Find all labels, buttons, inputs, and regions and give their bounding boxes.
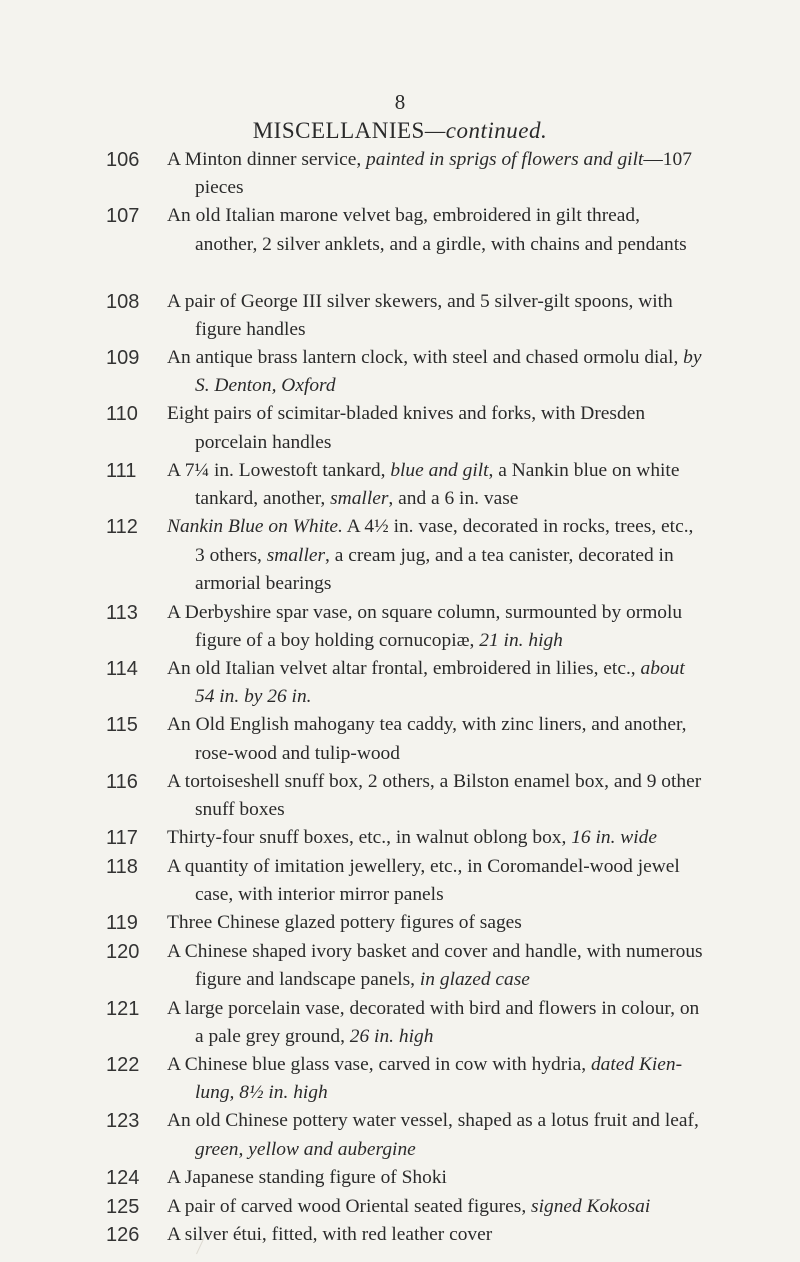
- lot-description-text: A Minton dinner service,: [167, 149, 367, 170]
- lot-number: 126: [106, 1224, 140, 1247]
- lot-number: 116: [106, 770, 138, 793]
- lot-description-text: —107 pieces: [195, 149, 692, 199]
- lot-description-text: A Japanese standing figure of Shoki: [167, 1166, 447, 1188]
- lot-description: [167, 995, 705, 1051]
- lot-description-text: An antique brass lantern clock, with steel and chased ormolu dial,: [167, 347, 684, 369]
- lot-description-text: An old Italian velvet altar frontal, embroidered in lilies, etc.,: [167, 657, 641, 679]
- lot-description-italic: by S. Denton, Oxford: [195, 347, 702, 397]
- lot-description: [167, 599, 705, 655]
- lot-description-text: A tortoiseshell snuff box, 2 others, a Bilston enamel box, and 9 other snuff boxes: [167, 770, 702, 821]
- lot-description-italic: 16 in. wide: [571, 827, 657, 849]
- lot-description: [167, 909, 705, 937]
- lot-description-text: A silver étui, fitted, with red leather cover: [167, 1224, 493, 1246]
- header-continued: —continued.: [424, 118, 548, 143]
- lot-description-italic: in glazed case: [419, 969, 530, 991]
- lot-number: 122: [106, 1054, 140, 1077]
- lot-description-text: A 7¼ in. Lowestoft tankard,: [167, 459, 391, 481]
- lot-description-text: An old Italian marone velvet bag, embroidered in gilt thread, another, 2 silver anklets, and a girdle, with chains and pendants: [167, 205, 687, 255]
- lot-description-text: A Chinese blue glass vase, carved in cow with hydria,: [167, 1054, 591, 1076]
- lot-description-text: An Old English mahogany tea caddy, with zinc liners, and another, rose-wood and tulip-wood: [167, 714, 687, 764]
- lot-description-text: A Derbyshire spar vase, on square column, surmounted by ormolu figure of a boy holding cornucopiæ,: [167, 601, 683, 651]
- lot-description: [167, 400, 705, 456]
- lot-description-text: , a Nankin blue on white tankard, another,: [195, 459, 680, 510]
- lot-description: [167, 938, 705, 994]
- lot-description-italic: painted in sprigs of flowers and gilt: [366, 149, 644, 170]
- lot-number: 120: [106, 941, 140, 964]
- lot-description-italic: smaller: [330, 488, 389, 510]
- lot-description: [167, 1107, 705, 1163]
- lot-number: 115: [106, 714, 138, 737]
- lot-description: [167, 344, 705, 400]
- lot-description-text: Thirty-four snuff boxes, etc., in walnut oblong box,: [167, 827, 572, 849]
- lot-number: 119: [106, 912, 138, 935]
- lot-description-text: , a cream jug, and a tea canister, decorated in armorial bearings: [195, 544, 674, 594]
- lot-number: 125: [106, 1195, 140, 1218]
- lot-description-italic: about 54 in. by 26 in.: [195, 657, 685, 708]
- lot-description: [167, 853, 705, 909]
- lot-description-italic: Nankin Blue on White.: [167, 516, 343, 538]
- lot-number: 108: [106, 290, 140, 313]
- lot-description: [167, 1164, 705, 1192]
- lot-description: [167, 655, 705, 711]
- lot-description-text: A Chinese shaped ivory basket and cover and handle, with numerous figure and landscape panels,: [167, 941, 703, 991]
- lot-description-italic: green, yellow and aubergine: [195, 1138, 416, 1160]
- lot-description: [167, 824, 705, 852]
- lot-description-text: Three Chinese glazed pottery figures of sages: [167, 912, 522, 934]
- lot-number: 107: [106, 205, 140, 228]
- lot-description-italic: dated Kien-lung, 8½ in. high: [195, 1054, 683, 1104]
- lot-description: [167, 1051, 705, 1107]
- lot-description: [167, 146, 705, 202]
- lot-description-text: A large porcelain vase, decorated with bird and flowers in colour, on a pale grey ground,: [167, 997, 700, 1047]
- lot-description-text: , and a 6 in. vase: [388, 488, 519, 510]
- lot-number: 117: [106, 827, 138, 850]
- lot-description: [167, 202, 705, 258]
- lot-number: 114: [106, 657, 138, 680]
- lot-description-text: An old Chinese pottery water vessel, shaped as a lotus fruit and leaf,: [167, 1110, 699, 1132]
- lot-description-italic: smaller: [266, 544, 326, 566]
- lot-description-italic: blue and gilt: [390, 459, 489, 481]
- lot-number: 121: [106, 997, 140, 1020]
- lot-number: 123: [106, 1110, 140, 1133]
- lot-description: [167, 711, 705, 767]
- lot-description: [167, 768, 705, 824]
- lot-description-text: Eight pairs of scimitar-bladed knives and forks, with Dresden porcelain handles: [167, 403, 646, 453]
- lot-description-text: A pair of George III silver skewers, and 5 silver-gilt spoons, with figure handles: [167, 290, 673, 340]
- lot-number: 118: [106, 856, 138, 878]
- lot-description-italic: signed Kokosai: [531, 1195, 651, 1217]
- page-header: [0, 118, 800, 144]
- lot-description-italic: 26 in. high: [349, 1025, 434, 1047]
- lot-description: [167, 457, 705, 513]
- lot-description: [167, 1221, 705, 1249]
- lot-number: 113: [106, 601, 138, 624]
- lot-description: [167, 288, 705, 344]
- lot-number: 106: [106, 149, 140, 171]
- lot-description-text: A 4½ in. vase, decorated in rocks, trees, etc., 3 others,: [195, 516, 694, 566]
- header-title: MISCELLANIES: [252, 118, 425, 143]
- lot-description: [167, 1193, 705, 1221]
- lot-description: [167, 513, 705, 598]
- page-number: 8: [394, 90, 406, 114]
- lot-number: 112: [106, 516, 138, 539]
- lot-number: 110: [106, 403, 138, 426]
- lot-number: 109: [106, 347, 140, 370]
- lot-number: 124: [106, 1166, 140, 1189]
- lot-number: 111: [106, 459, 137, 482]
- lot-description-text: A pair of carved wood Oriental seated figures,: [167, 1195, 532, 1217]
- lot-description-italic: 21 in. high: [479, 629, 563, 651]
- lot-description-text: A quantity of imitation jewellery, etc., in Coromandel-wood jewel case, with interior mirror panels: [167, 856, 680, 906]
